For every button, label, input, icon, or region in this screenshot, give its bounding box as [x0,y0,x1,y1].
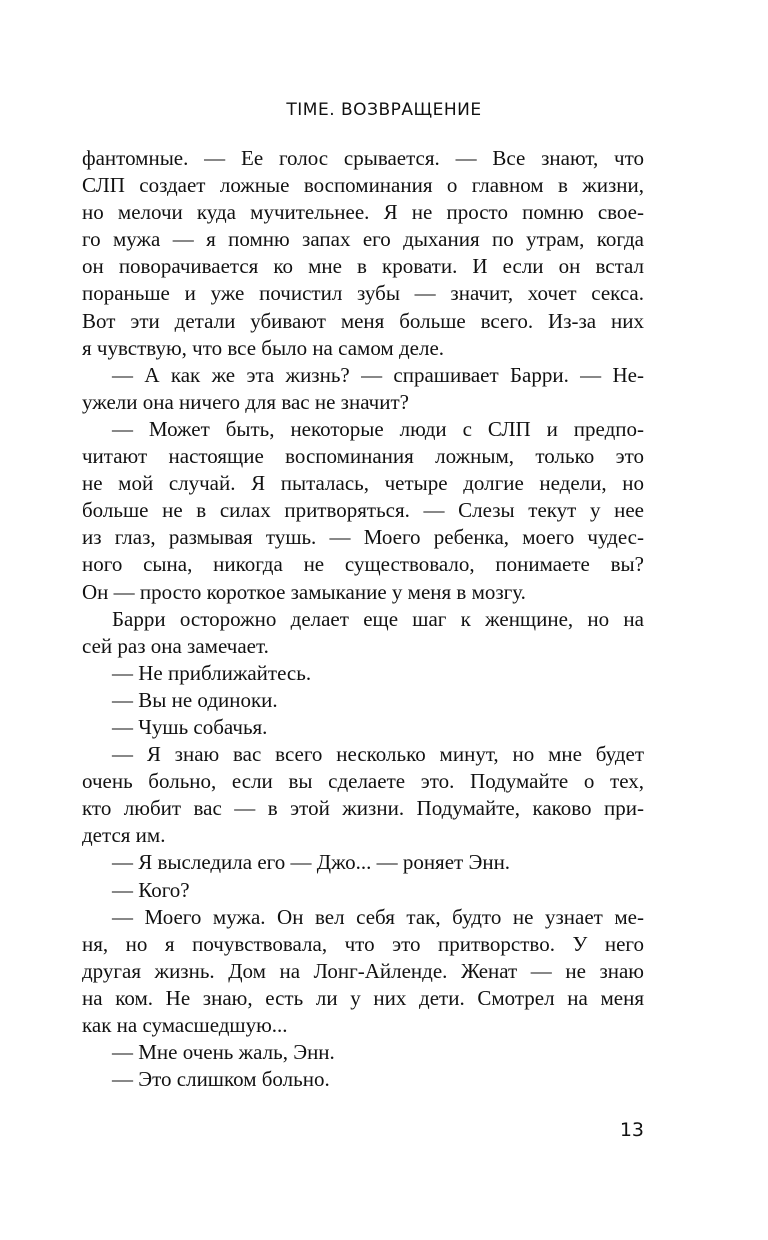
text-line: — Я выследила его — Джо... — роняет Энн. [112,850,511,875]
text-line: — Я знаю вас всего несколько минут, но мне будет [112,742,644,767]
text-line: он поворачивается ко мне в кровати. И если он встал [82,254,644,279]
text-line: пораньше и уже почистил зубы — значит, хочет секса. [82,281,644,306]
text-line: другая жизнь. Дом на Лонг-Айленде. Женат — не знаю [82,958,644,983]
text-line: — А как же эта жизнь? — спрашивает Барри. — Не- [112,362,644,387]
text-line: Барри осторожно делает еще шаг к женщине, но на [112,606,644,631]
running-head: TIME. ВОЗВРАЩЕНИЕ [286,100,482,120]
text-line: ужели она ничего для вас не значит? [82,389,409,414]
page-number: 13 [619,1119,644,1141]
text-line: не мой случай. Я пыталась, четыре долгие недели, но [82,471,644,496]
text-line: фантомные. — Ее голос срывается. — Все знают, что [82,146,644,170]
text-line: — Мне очень жаль, Энн. [112,1040,335,1065]
text-line: я чувствую, что все было на самом деле. [82,335,445,360]
text-line: го мужа — я помню запах его дыхания по утрам, когда [82,227,644,252]
text-line: — Может быть, некоторые люди с СЛП и предпо- [112,416,644,441]
text-line: — Чушь собачья. [112,714,268,739]
text-line: как на сумасшедшую... [82,1013,288,1037]
text-line: — Кого? [112,877,190,902]
text-line: Вот эти детали убивают меня больше всего. Из-за них [82,308,644,333]
text-line: сей раз она замечает. [82,633,269,658]
text-line: на ком. Не знаю, есть ли у них дети. Смотрел на меня [82,985,644,1010]
text-line: СЛП создает ложные воспоминания о главном в жизни, [82,173,644,198]
body-text [82,145,644,1093]
text-line: — Это слишком больно. [112,1067,330,1092]
text-line: но мелочи куда мучительнее. Я не просто помню свое- [82,200,644,225]
text-line: читают настоящие воспоминания ложным, только это [82,444,644,469]
text-line: из глаз, размывая тушь. — Моего ребенка, моего чудес- [82,525,644,550]
text-line: кто любит вас — в этой жизни. Подумайте, каково при- [82,796,644,821]
text-line: — Не приближайтесь. [112,660,312,685]
text-line: ня, но я почувствовала, что это притворство. У него [82,931,644,956]
text-line: Он — просто короткое замыкание у меня в мозгу. [82,579,526,604]
text-line: — Вы не одиноки. [112,687,278,712]
text-line: дется им. [82,823,166,848]
text-line: больше не в силах притворяться. — Слезы текут у нее [82,498,644,523]
text-line: очень больно, если вы сделаете это. Подумайте о тех, [82,769,644,794]
text-line: ного сына, никогда не существовало, понимаете вы? [82,552,644,577]
text-line: — Моего мужа. Он вел себя так, будто не узнает ме- [112,904,644,929]
